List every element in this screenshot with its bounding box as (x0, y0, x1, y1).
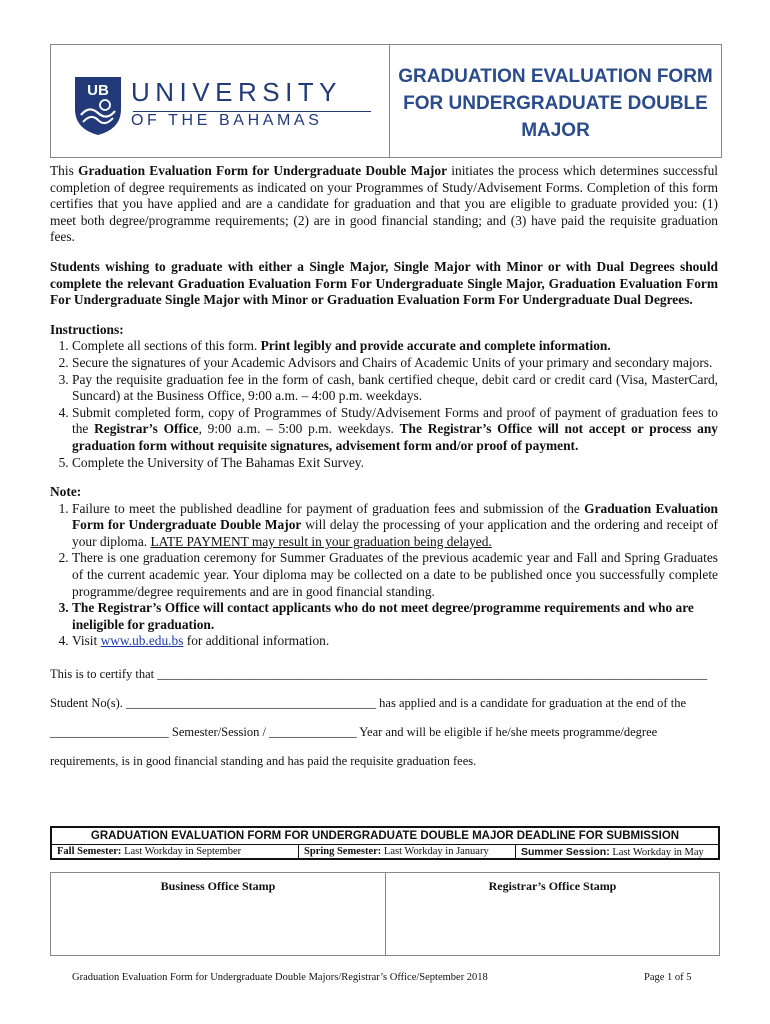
instructions-heading: Instructions: (50, 321, 124, 337)
instructions-list (50, 338, 718, 471)
list-item: 3. Pay the requisite graduation fee in the form of cash, bank certified cheque, debit card or credit card (Visa, MasterCard, Suncard) at the Business Office, 9:00 a.m. – 4:00 p.m. weekdays. (72, 372, 718, 405)
notes-list (50, 501, 718, 650)
intro-paragraph: This Graduation Evaluation Form for Undergraduate Double Major initiates the process which determines successful completion of degree requirements as indicated on your Programmes of Study/Advisement Forms. Completion of this form certifies that you have applied and are a candidate for graduation and that you are eligible to graduate provided you: (1) meet both degree/programme requirements; (2) are in good financial standing; and (3) have paid the requisite graduation fees. (50, 163, 718, 245)
footer-text: Graduation Evaluation Form for Undergraduate Double Majors/Registrar’s Office/September 2018 (72, 972, 488, 983)
university-logo (73, 71, 373, 141)
certify-name-line[interactable]: This is to certify that ________________________________________________________________________________________ (50, 667, 708, 682)
deadline-spring: Spring Semester: Last Workday in January (299, 845, 516, 859)
certification-section (50, 660, 718, 776)
certify-requirements-text: requirements, is in good financial standing and has paid the requisite graduation fees. (50, 754, 477, 769)
stamp-boxes (50, 872, 720, 956)
website-link[interactable]: www.ub.edu.bs (100, 633, 184, 649)
list-item: 2. Secure the signatures of your Academic Advisors and Chairs of Academic Units of your primary and secondary majors. (72, 355, 718, 372)
logo-of-the-bahamas-text: OF THE BAHAMAS (131, 112, 323, 129)
list-item: 3. The Registrar’s Office will contact applicants who do not meet degree/programme requirements and who are ineligible for graduation. (72, 600, 718, 633)
form-title: GRADUATION EVALUATION FORM FOR UNDERGRADUATE DOUBLE MAJOR (398, 66, 713, 141)
logo-university-text: UNIVERSITY (131, 77, 343, 107)
svg-text:UB: UB (87, 82, 109, 99)
note-heading: Note: (50, 484, 82, 500)
page-number: Page 1 of 5 (644, 972, 692, 983)
list-item: 2. There is one graduation ceremony for Summer Graduates of the previous academic year and Fall and Spring Graduates of the current academic year. Your diploma may be collected on a date to be published once you successfully complete programme/degree requirements and are in good financial standing. (72, 550, 718, 600)
list-item: 1. Failure to meet the published deadline for payment of graduation fees and submission of the Graduation Evaluation Form for Undergraduate Double Major will delay the processing of your application and the ordering and receipt of your diploma. LATE PAYMENT may result in your graduation being delayed. (72, 501, 718, 551)
registrar-office-stamp-label: Registrar’s Office Stamp (488, 879, 617, 893)
deadline-summer: Summer Session: Last Workday in May (521, 846, 704, 858)
deadline-table (50, 826, 720, 860)
ub-crest-icon (73, 75, 123, 137)
list-item: 4. Submit completed form, copy of Programmes of Study/Advisement Forms and proof of payment of graduation fees to the Registrar’s Office, 9:00 a.m. – 5:00 p.m. weekdays. The Registrar’s Office will not accept or process any graduation form without requisite signatures, advisement form and/or proof of payment. (72, 405, 718, 455)
list-item: 4. Visit www.ub.edu.bs for additional information. (72, 633, 718, 650)
form-body (50, 163, 718, 776)
list-item: 5. Complete the University of The Bahamas Exit Survey. (72, 455, 718, 472)
business-office-stamp-label: Business Office Stamp (160, 879, 276, 893)
other-forms-paragraph: Students wishing to graduate with either a Single Major, Single Major with Minor or with Dual Degrees should complete the relevant Graduation Evaluation Form For Undergraduate Single Major, Graduation Evaluation Form For Undergraduate Single Major with Minor or Graduation Evaluation Form For Undergraduate Dual Degrees. (50, 258, 718, 308)
deadline-row (52, 845, 718, 859)
list-item: 1. Complete all sections of this form. Print legibly and provide accurate and complete information. (72, 338, 718, 355)
deadline-heading: GRADUATION EVALUATION FORM FOR UNDERGRADUATE DOUBLE MAJOR DEADLINE FOR SUBMISSION (52, 828, 718, 845)
deadline-fall: Fall Semester: Last Workday in September (52, 845, 299, 859)
header-box (50, 44, 722, 158)
certify-student-number-line[interactable]: Student No(s). ________________________________________ has applied and is a candidate for graduation at the end of the (50, 696, 686, 711)
certify-semester-year-line[interactable]: ___________________ Semester/Session / ______________ Year and will be eligible if he/she meets programme/degree (50, 725, 658, 740)
